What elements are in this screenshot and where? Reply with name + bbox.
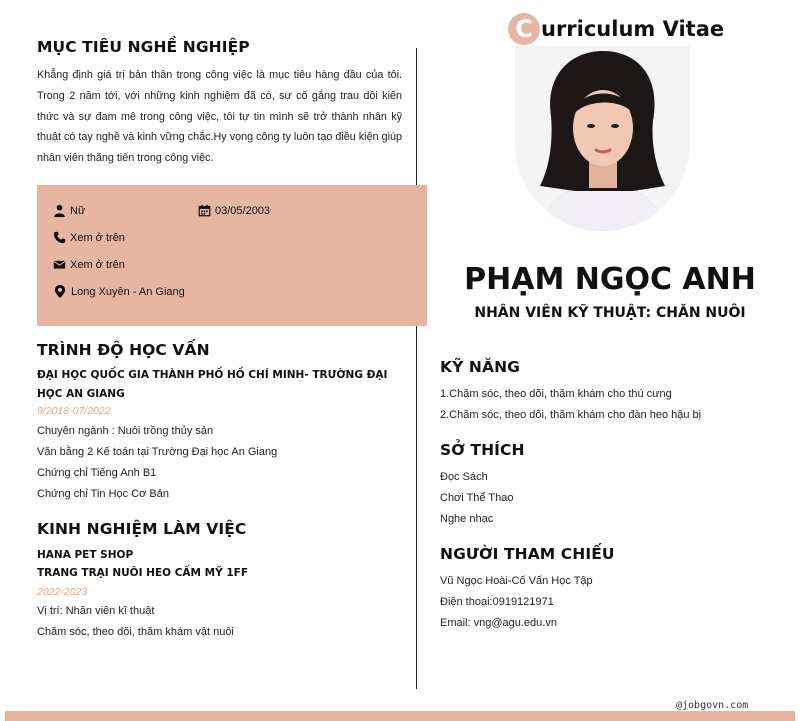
birthday-item xyxy=(198,204,270,217)
cv-title-rest: urriculum Vitae xyxy=(541,17,725,41)
phone-item xyxy=(53,231,125,244)
email-text: Xem ở trên xyxy=(70,258,125,271)
education-school: ĐẠI HỌC QUỐC GIA THÀNH PHỐ HỒ CHÍ MINH- TRƯỜNG ĐẠI HỌC AN GIANG xyxy=(37,369,388,400)
reference-item: Điện thoại:0919121971 xyxy=(440,596,554,608)
experience-period: 2022-2023 xyxy=(37,586,88,598)
education-line: Chứng chỉ Tiếng Anh B1 xyxy=(37,467,157,479)
experience-line: Vị trí: Nhân viên kĩ thuật xyxy=(37,605,155,617)
objective-text: Khẳng định giá trị bản thân trong công việc là mục tiêu hàng đầu của tôi. Trong 2 năm tới, với những kinh nghiệm đã có, sự cố gắng trau dồi kiến thức và sự đam mê trong công việc, tôi tự tin mình sẽ trở thành nhân kỹ thuật có tay nghề và kinh vững chắc.Hy vọng công ty luôn tạo điều kiện giúp nhân viên thăng tiến trong công việc. xyxy=(37,69,402,165)
location-pin-icon xyxy=(53,284,67,299)
cv-title-initial: C xyxy=(508,13,540,45)
education-title: TRÌNH ĐỘ HỌC VẤN xyxy=(37,341,210,359)
hobbies-title: SỞ THÍCH xyxy=(440,441,525,459)
personal-info-box xyxy=(37,185,427,326)
column-divider xyxy=(416,48,417,689)
address-text: Long Xuyên - An Giang xyxy=(71,285,185,298)
reference-item: Email: vng@agu.edu.vn xyxy=(440,617,557,629)
experience-company: HANA PET SHOP xyxy=(37,549,134,561)
phone-text: Xem ở trên xyxy=(70,231,125,244)
hobby-item: Chơi Thể Thao xyxy=(440,492,514,504)
gender-item xyxy=(53,204,85,217)
skills-title: KỸ NĂNG xyxy=(440,358,520,376)
skill-item: 1.Chăm sóc, theo dõi, thăm khám cho thú cưng xyxy=(440,388,672,400)
birthday-text: 03/05/2003 xyxy=(215,204,271,217)
reference-title: NGƯỜI THAM CHIẾU xyxy=(440,545,615,563)
calendar-icon xyxy=(198,204,211,217)
job-title: NHÂN VIÊN KỸ THUẬT: CHĂN NUÔI xyxy=(474,305,746,321)
experience-line: Chăm sóc, theo dõi, thăm khám vật nuôi xyxy=(37,626,234,638)
hobby-item: Đọc Sách xyxy=(440,471,488,483)
cv-title xyxy=(508,13,724,45)
education-line: Chứng chỉ Tin Học Cơ Bản xyxy=(37,488,169,500)
objective-title: MỤC TIÊU NGHỀ NGHIỆP xyxy=(37,38,250,56)
email-item xyxy=(53,258,125,271)
portrait-image xyxy=(515,46,690,231)
address-item xyxy=(53,284,185,299)
mail-icon xyxy=(53,258,66,271)
profile-photo xyxy=(515,46,690,231)
reference-item: Vũ Ngọc Hoài-Cố Vấn Học Tập xyxy=(440,575,593,587)
skill-item: 2.Chăm sóc, theo dõi, thăm khám cho đàn heo hậu bị xyxy=(440,409,702,421)
gender-text: Nữ xyxy=(70,204,86,217)
bottom-accent-bar xyxy=(5,711,795,721)
experience-title: KINH NGHIỆM LÀM VIỆC xyxy=(37,520,247,538)
person-icon xyxy=(53,204,66,217)
candidate-name: PHẠM NGỌC ANH xyxy=(464,262,756,297)
experience-company: TRANG TRẠI NUÔI HEO CẤM MỸ 1FF xyxy=(37,567,249,579)
watermark-text: @jobgovn.com xyxy=(676,700,749,711)
phone-icon xyxy=(53,231,66,244)
education-period: 9/2018-07/2022 xyxy=(37,405,111,417)
hobby-item: Nghe nhạc xyxy=(440,513,494,525)
education-line: Văn bằng 2 Kế toán tại Trường Đại học An Giang xyxy=(37,446,278,458)
education-line: Chuyên ngành : Nuôi trồng thủy sản xyxy=(37,425,214,437)
